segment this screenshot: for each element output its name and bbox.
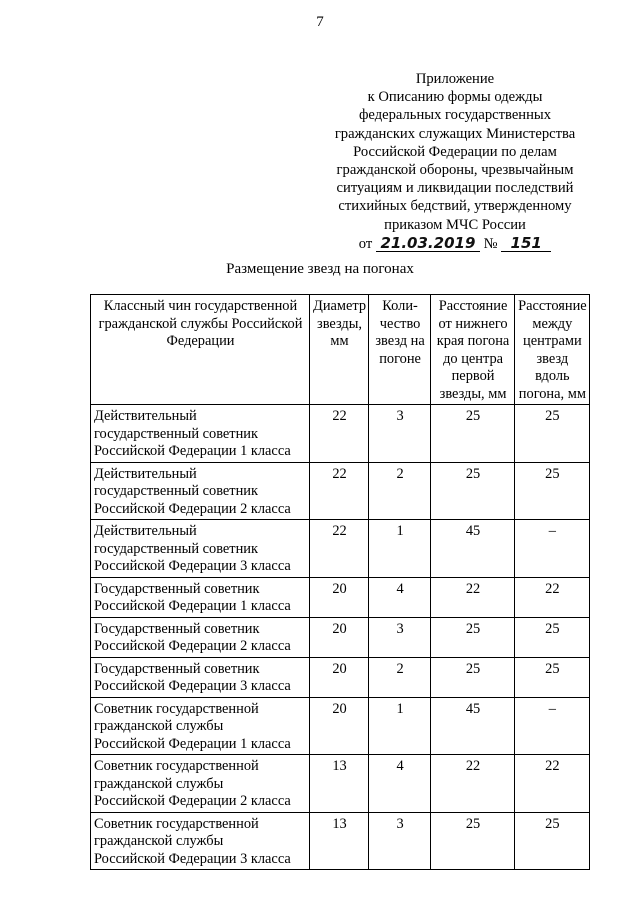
- cell-count: 1: [369, 520, 431, 578]
- rank-line: Российской Федерации 2 класса: [94, 638, 291, 654]
- star-placement-table: [90, 294, 590, 870]
- cell-edge-distance: 22: [431, 577, 515, 617]
- rank-line: Российской Федерации 2 класса: [94, 793, 291, 809]
- appendix-line: стихийных бедствий, утвержденному: [338, 198, 572, 215]
- cell-between-distance: 25: [515, 812, 590, 870]
- appendix-line: федеральных государственных: [358, 107, 552, 124]
- cell-between-distance: –: [515, 697, 590, 755]
- number-prefix: №: [483, 235, 498, 252]
- cell-edge-distance: 45: [431, 520, 515, 578]
- appendix-line: приказом МЧС России: [384, 216, 526, 233]
- cell-rank: [91, 657, 310, 697]
- cell-edge-distance: 25: [431, 657, 515, 697]
- date-prefix: от: [358, 235, 373, 252]
- cell-rank: [91, 405, 310, 463]
- cell-between-distance: 25: [515, 617, 590, 657]
- rank-line: Советник государственной: [94, 815, 259, 832]
- table-header-row: [91, 295, 590, 405]
- rank-line: Действительный: [94, 523, 197, 539]
- cell-count: 4: [369, 755, 431, 813]
- cell-count: 4: [369, 577, 431, 617]
- header-between-distance: Расстояние между центрами звезд вдоль погона, мм: [515, 295, 590, 405]
- cell-between-distance: 25: [515, 405, 590, 463]
- cell-rank: [91, 577, 310, 617]
- rank-line: Действительный: [94, 465, 197, 482]
- cell-count: 3: [369, 617, 431, 657]
- cell-count: 1: [369, 697, 431, 755]
- cell-between-distance: 25: [515, 462, 590, 520]
- cell-between-distance: 22: [515, 755, 590, 813]
- appendix-line: ситуациям и ликвидации последствий: [336, 180, 574, 197]
- header-count: Коли-чество звезд на погоне: [369, 295, 431, 405]
- cell-diameter: 20: [310, 617, 369, 657]
- table-row: [91, 520, 590, 578]
- appendix-block: [330, 70, 580, 253]
- cell-diameter: 22: [310, 462, 369, 520]
- table-row: [91, 755, 590, 813]
- rank-line: Российской Федерации 3 класса: [94, 850, 291, 867]
- cell-rank: [91, 812, 310, 870]
- appendix-line: к Описанию формы одежды: [367, 89, 543, 106]
- rank-line: Российской Федерации 1 класса: [94, 735, 291, 752]
- table-row: [91, 812, 590, 870]
- cell-diameter: 22: [310, 520, 369, 578]
- rank-line: Государственный советник: [94, 620, 260, 637]
- cell-rank: [91, 617, 310, 657]
- rank-line: Советник государственной: [94, 758, 259, 774]
- rank-line: государственный советник: [94, 483, 258, 499]
- appendix-line: гражданской обороны, чрезвычайным: [336, 162, 574, 179]
- cell-count: 3: [369, 405, 431, 463]
- rank-line: государственный советник: [94, 540, 258, 557]
- cell-edge-distance: 25: [431, 462, 515, 520]
- cell-edge-distance: 45: [431, 697, 515, 755]
- rank-line: Государственный советник: [94, 660, 260, 677]
- cell-diameter: 20: [310, 657, 369, 697]
- rank-line: Советник государственной: [94, 700, 259, 717]
- cell-between-distance: –: [515, 520, 590, 578]
- rank-line: гражданской службы: [94, 718, 224, 734]
- header-rank: Классный чин государственной гражданской службы Российской Федерации: [91, 295, 310, 405]
- cell-diameter: 13: [310, 812, 369, 870]
- cell-diameter: 20: [310, 577, 369, 617]
- rank-line: гражданской службы: [94, 775, 224, 792]
- cell-between-distance: 25: [515, 657, 590, 697]
- cell-diameter: 22: [310, 405, 369, 463]
- header-edge-distance: Расстояние от нижнего края погона до центра первой звезды, мм: [431, 295, 515, 405]
- table-row: [91, 657, 590, 697]
- table-row: [91, 462, 590, 520]
- cell-rank: [91, 462, 310, 520]
- handwritten-order-number: 151: [501, 236, 551, 252]
- cell-edge-distance: 25: [431, 405, 515, 463]
- cell-edge-distance: 25: [431, 812, 515, 870]
- rank-line: Российской Федерации 3 класса: [94, 678, 291, 694]
- table-body: [91, 405, 590, 870]
- cell-edge-distance: 22: [431, 755, 515, 813]
- cell-rank: [91, 697, 310, 755]
- cell-count: 2: [369, 462, 431, 520]
- cell-count: 3: [369, 812, 431, 870]
- rank-line: Действительный: [94, 408, 197, 424]
- document-heading: Размещение звезд на погонах: [226, 261, 414, 277]
- cell-count: 2: [369, 657, 431, 697]
- table-row: [91, 405, 590, 463]
- order-date-line: [330, 235, 580, 253]
- cell-diameter: 13: [310, 755, 369, 813]
- handwritten-date: 21.03.2019: [376, 236, 480, 252]
- header-diameter: Диаметр звезды, мм: [310, 295, 369, 405]
- appendix-line: Приложение: [415, 71, 495, 87]
- appendix-line: гражданских служащих Министерства: [334, 125, 576, 142]
- page-number: 7: [316, 14, 324, 30]
- rank-line: Российской Федерации 1 класса: [94, 598, 291, 614]
- table-row: [91, 697, 590, 755]
- cell-rank: [91, 520, 310, 578]
- rank-line: Российской Федерации 1 класса: [94, 443, 291, 459]
- cell-rank: [91, 755, 310, 813]
- rank-line: Государственный советник: [94, 580, 260, 597]
- appendix-line: Российской Федерации по делам: [353, 143, 557, 160]
- cell-edge-distance: 25: [431, 617, 515, 657]
- cell-between-distance: 22: [515, 577, 590, 617]
- rank-line: Российской Федерации 2 класса: [94, 500, 291, 517]
- rank-line: государственный советник: [94, 425, 258, 442]
- cell-diameter: 20: [310, 697, 369, 755]
- table-row: [91, 617, 590, 657]
- rank-line: Российской Федерации 3 класса: [94, 558, 291, 574]
- table-row: [91, 577, 590, 617]
- rank-line: гражданской службы: [94, 833, 224, 849]
